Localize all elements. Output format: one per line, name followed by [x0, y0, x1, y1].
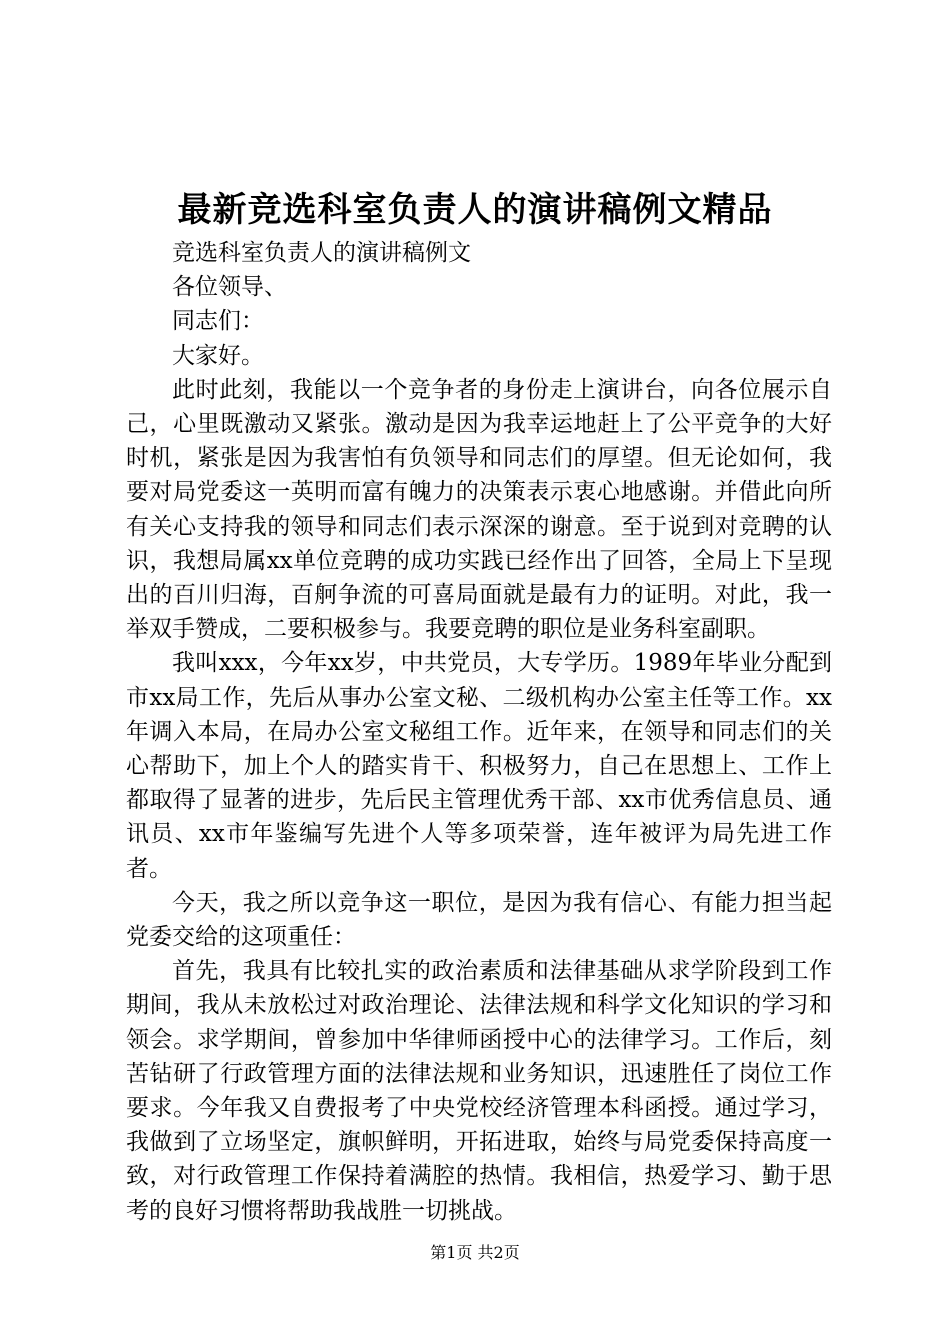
body-paragraph: 此时此刻，我能以一个竞争者的身份走上演讲台，向各位展示自己，心里既激动又紧张。激动是因为我幸运地赶上了公平竞争的大好时机，紧张是因为我害怕有负领导和同志们的厚望。但无论如何，我要对局党委这一英明而富有魄力的决策表示衷心地感谢。并借此向所有关心支持我的领导和同志们表示深深的谢意。至于说到对竞聘的认识，我想局属xx单位竞聘的成功实践已经作出了回答，全局上下呈现出的百川归海，百舸争流的可喜局面就是最有力的证明。对此，我一举双手赞成，二要积极参与。我要竞聘的职位是业务科室副职。 — [126, 376, 832, 643]
subtitle-paragraph: 竞选科室负责人的演讲稿例文 — [172, 240, 471, 266]
body-paragraph: 首先，我具有比较扎实的政治素质和法律基础从求学阶段到工作期间，我从未放松过对政治理论、法律法规和科学文化知识的学习和领会。求学期间，曾参加中华律师函授中心的法律学习。工作后，刻苦钻研了行政管理方面的法律法规和业务知识，迅速胜任了岗位工作要求。今年我又自费报考了中央党校经济管理本科函授。通过学习，我做到了立场坚定，旗帜鲜明，开拓进取，始终与局党委保持高度一致，对行政管理工作保持着满腔的热情。我相信，热爱学习、勤于思考的良好习惯将帮助我战胜一切挑战。 — [126, 958, 832, 1224]
body-paragraph: 今天，我之所以竞争这一职位，是因为我有信心、有能力担当起党委交给的这项重任： — [126, 889, 832, 951]
salutation-comrades: 同志们： — [172, 308, 264, 335]
salutation-leaders: 各位领导、 — [172, 274, 287, 301]
page-footer: 第1页 共2页 — [430, 1243, 520, 1262]
document-body — [126, 236, 832, 1228]
body-paragraph: 我叫xxx，今年xx岁，中共党员，大专学历。1989年毕业分配到市xx局工作，先后从事办公室文秘、二级机构办公室主任等工作。xx年调入本局，在局办公室文秘组工作。近年来，在领导和同志们的关心帮助下，加上个人的踏实肯干、积极努力，自己在思想上、工作上都取得了显著的进步，先后民主管理优秀干部、xx市优秀信息员、通讯员、xx市年鉴编写先进个人等多项荣誉，连年被评为局先进工作者。 — [126, 650, 832, 882]
document-title: 最新竞选科室负责人的演讲稿例文精品 — [177, 190, 773, 230]
greeting-paragraph: 大家好。 — [172, 342, 264, 369]
